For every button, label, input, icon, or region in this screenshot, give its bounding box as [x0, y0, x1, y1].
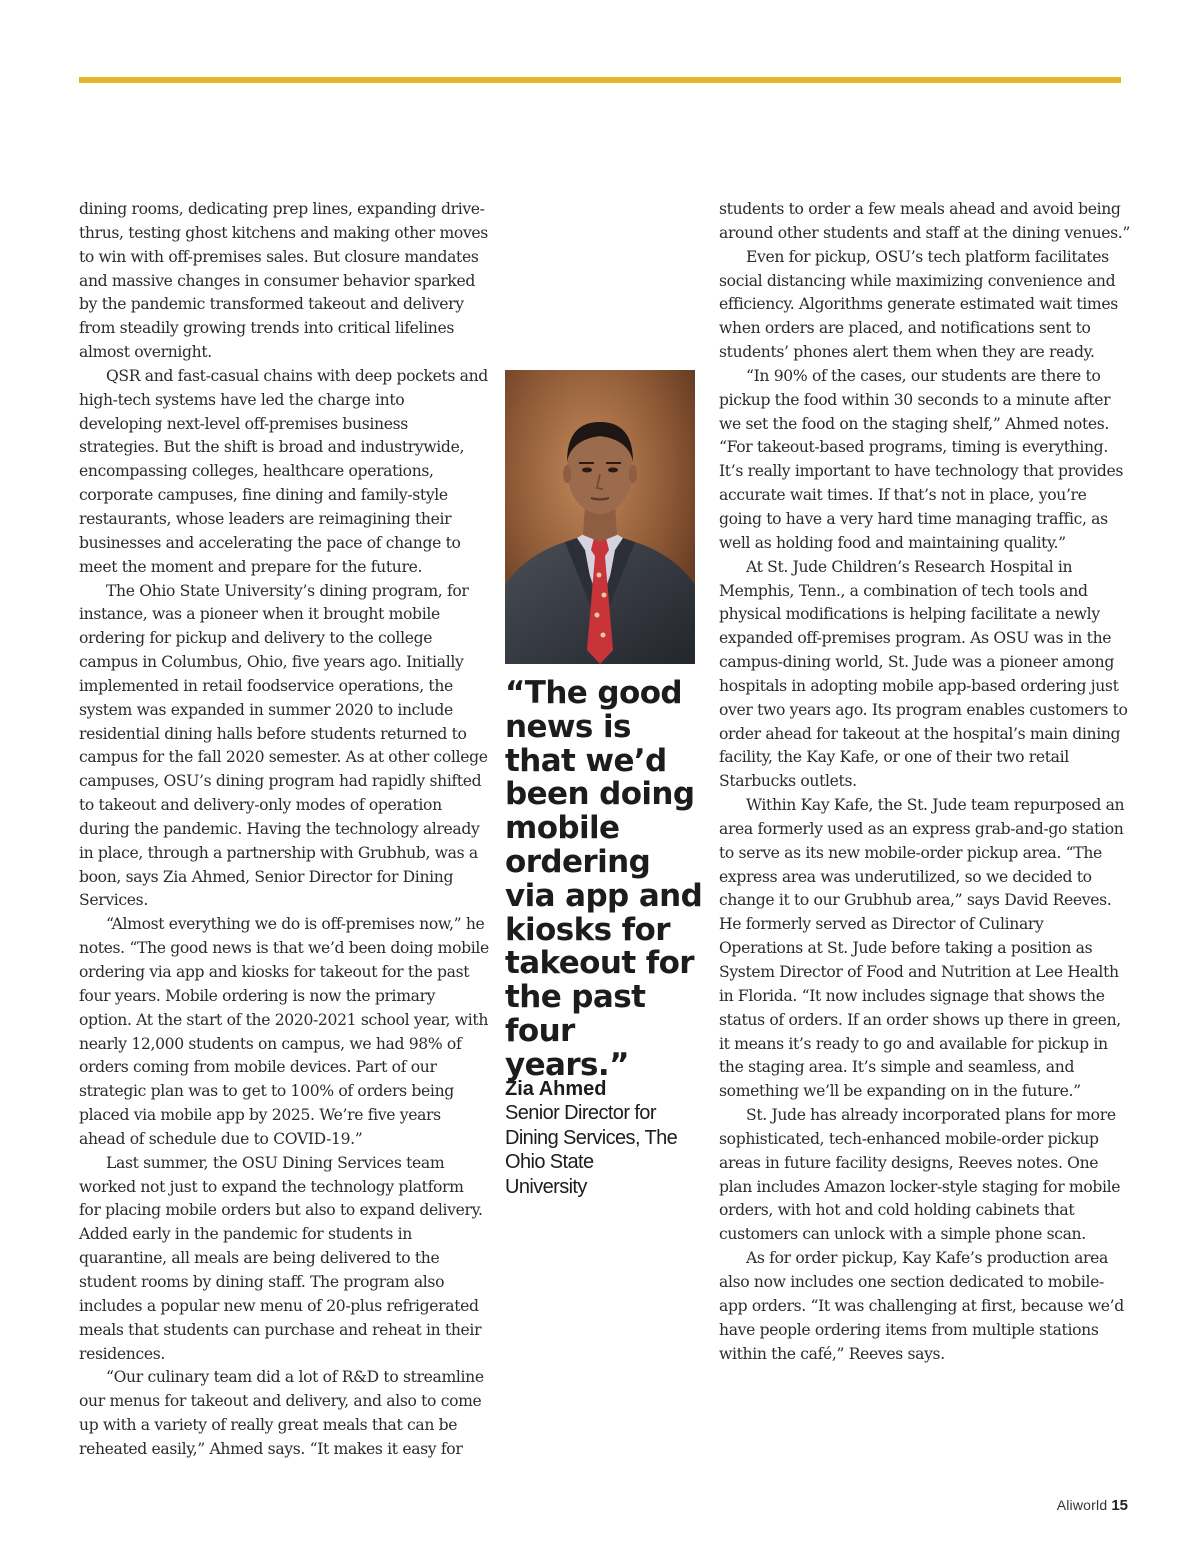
- paragraph: “Almost everything we do is off-premises now,” he notes. “The good news is that we’d been doing mobile ordering via app and kiosks for takeout for the past four years. Mobile ordering is now the primary option. At the start of the 2020-2021 school year, with nearly 12,000 students on campus, we had 98% of orders coming from mobile devices. Part of our strategic plan was to get to 100% of orders being placed via mobile app by 2025. We’re five years ahead of schedule due to COVID-19.”: [79, 915, 489, 1148]
- article-column-left: [79, 198, 489, 1462]
- top-accent-rule: [79, 77, 1121, 83]
- paragraph: Last summer, the OSU Dining Services team worked not just to expand the technology platform for placing mobile orders but also to expand delivery. Added early in the pandemic for students in quarantine, all meals are being delivered to the student rooms by dining staff. The program also includes a popular new menu of 20-plus refrigerated meals that students can purchase and reheat in their residences.: [79, 1153, 483, 1363]
- page-number: 15: [1111, 1497, 1128, 1514]
- paragraph: dining rooms, dedicating prep lines, expanding drive-thrus, testing ghost kitchens and making other moves to win with off-premises sales. But closure mandates and massive changes in consumer behavior sparked by the pandemic transformed takeout and delivery from steadily growing trends into critical lifelines almost overnight.: [79, 200, 488, 362]
- paragraph: Even for pickup, OSU’s tech platform facilitates social distancing while maximizing convenience and efficiency. Algorithms generate estimated wait times when orders are placed, and notifications sent to students’ phones alert them when they are ready.: [719, 247, 1118, 362]
- paragraph: The Ohio State University’s dining program, for instance, was a pioneer when it brought mobile ordering for pickup and delivery to the college campus in Columbus, Ohio, five years ago. Initially implemented in retail foodservice operations, the system was expanded in summer 2020 to include residential dining halls before students returned to campus for the fall 2020 semester. As at other college campuses, OSU’s dining program had rapidly shifted to takeout and delivery-only modes of operation during the pandemic. Having the technology already in place, through a partnership with Grubhub, was a boon, says Zia Ahmed, Senior Director for Dining Services.: [79, 581, 488, 910]
- paragraph: QSR and fast-casual chains with deep pockets and high-tech systems have led the charge into developing next-level off-premises business strategies. But the shift is broad and industrywide, encompassing colleges, healthcare operations, corporate campuses, fine dining and family-style restaurants, whose leaders are reimagining their businesses and accelerating the pace of change to meet the moment and prepare for the future.: [79, 366, 488, 576]
- pull-quote-name: Zia Ahmed: [505, 1078, 607, 1100]
- paragraph: Within Kay Kafe, the St. Jude team repurposed an area formerly used as an express grab-and-go station to serve as its new mobile-order pickup area. “The express area was underutilized, so we decided to change it to our Grubhub area,” says David Reeves. He formerly served as Director of Culinary Operations at St. Jude before taking a position as System Director of Food and Nutrition at Lee Health in Florida. “It now includes signage that shows the status of orders. If an order shows up there in green, it means it’s ready to go and available for pickup in the staging area. It’s simple and seamless, and something we’ll be expanding on in the future.”: [719, 796, 1125, 1101]
- publication-name: Aliworld: [1056, 1497, 1108, 1513]
- pull-quote-title: Senior Director for Dining Services, The Ohio State University: [505, 1102, 678, 1198]
- paragraph: “Our culinary team did a lot of R&D to streamline our menus for takeout and delivery, and also to come up with a variety of really great meals that can be reheated easily,” Ahmed says. “It makes it easy for: [79, 1368, 484, 1458]
- paragraph: students to order a few meals ahead and avoid being around other students and staff at the dining venues.”: [719, 200, 1131, 242]
- paragraph: St. Jude has already incorporated plans for more sophisticated, tech-enhanced mobile-order pickup areas in future facility designs, Reeves notes. One plan includes Amazon locker-style staging for mobile orders, with hot and cold holding cabinets that customers can unlock with a simple phone scan.: [719, 1106, 1121, 1244]
- article-column-right: [719, 198, 1131, 1366]
- portrait-photo: [505, 370, 695, 664]
- paragraph: At St. Jude Children’s Research Hospital in Memphis, Tenn., a combination of tech tools and physical modifications is helping facilitate a newly expanded off-premises program. As OSU was in the campus-dining world, St. Jude was a pioneer among hospitals in adopting mobile app-based ordering just over two years ago. Its program enables customers to order ahead for takeout at the hospital’s main dining facility, the Kay Kafe, or one of their two retail Starbucks outlets.: [719, 557, 1128, 791]
- paragraph: “In 90% of the cases, our students are there to pickup the food within 30 seconds to a minute after we set the food on the staging shelf,” Ahmed notes. “For takeout-based programs, timing is everything. It’s really important to have technology that provides accurate wait times. If that’s not in place, you’re going to have a very hard time managing traffic, as well as holding food and maintaining quality.”: [719, 366, 1124, 552]
- paragraph: As for order pickup, Kay Kafe’s production area also now includes one section dedicated to mobile-app orders. “It was challenging at first, because we’d have people ordering items from multiple stations within the café,” Reeves says.: [719, 1249, 1124, 1363]
- page-footer: [1057, 1497, 1128, 1514]
- pull-quote: “The good news is that we’d been doing mobile ordering via app and kiosks for takeout for the past four years.”: [505, 675, 703, 1083]
